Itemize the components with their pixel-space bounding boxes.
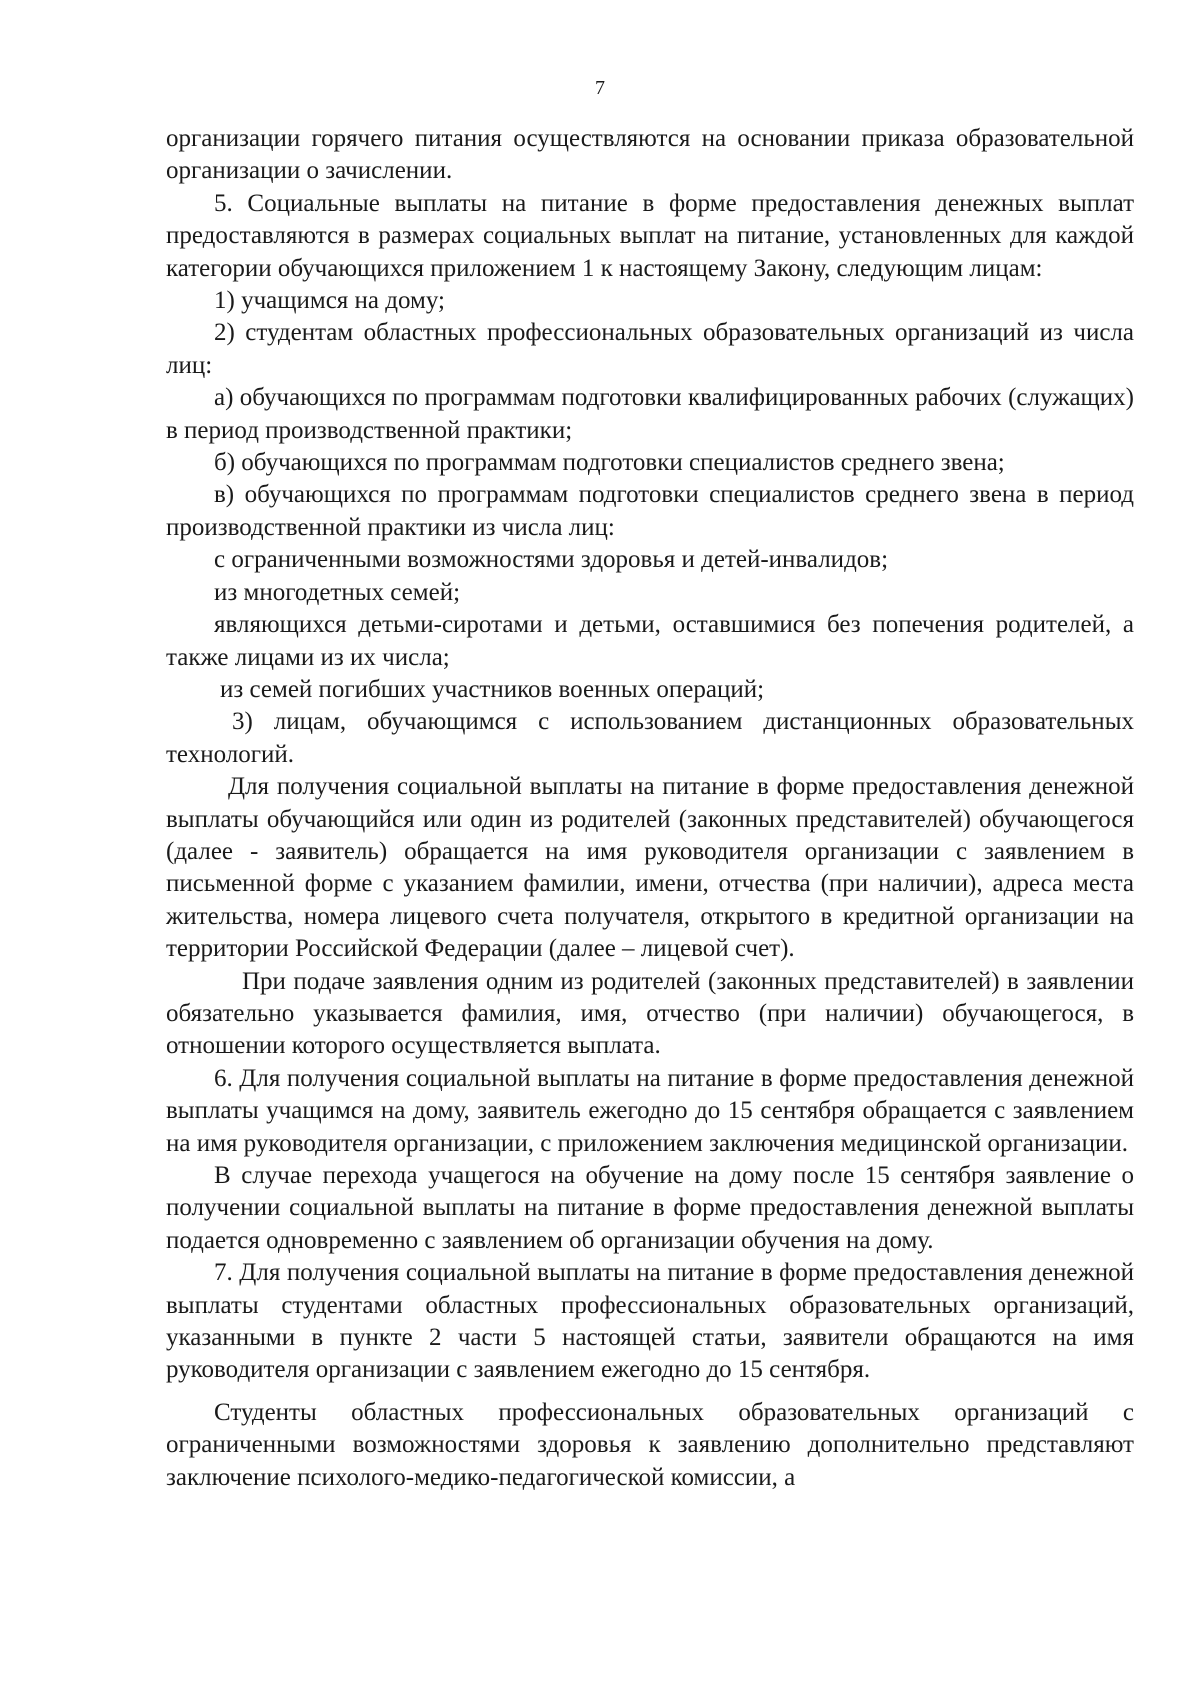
paragraph-8: с ограниченными возможностями здоровья и детей-инвалидов;: [214, 546, 889, 574]
paragraph-15: 6. Для получения социальной выплаты на питание в форме предоставления денежной выплаты учащимся на дому, заявитель ежегодно до 15 сентября обращается с заявлением на имя руководителя организации, с приложением заключения медицинской организации.: [166, 1064, 1134, 1157]
paragraph-6: б) обучающихся по программам подготовки специалистов среднего звена;: [214, 449, 1005, 477]
paragraph-18: Студенты областных профессиональных образовательных организаций с ограниченными возможностями здоровья к заявлению дополнительно представляют заключение психолого-медико-педагогической комиссии, а: [166, 1398, 1134, 1491]
paragraph-16: В случае перехода учащегося на обучение на дому после 15 сентября заявление о получении социальной выплаты на питание в форме предоставления денежной выплаты подается одновременно с заявлением об организации обучения на дому.: [166, 1162, 1134, 1254]
paragraph-11: из семей погибших участников военных операций;: [220, 675, 765, 703]
paragraph-10: являющихся детьми-сиротами и детьми, оставшимися без попечения родителей, а также лицами из их числа;: [166, 611, 1134, 671]
paragraph-14: При подаче заявления одним из родителей (законных представителей) в заявлении обязательно указывается фамилия, имя, отчество (при наличии) обучающегося, в отношении которого осуществляется выплата.: [166, 967, 1134, 1060]
paragraph-9: из многодетных семей;: [214, 578, 461, 606]
page-number: 7: [595, 77, 605, 99]
paragraph-7: в) обучающихся по программам подготовки специалистов среднего звена в период производственной практики из числа лиц:: [166, 481, 1134, 541]
paragraph-4: 2) студентам областных профессиональных образовательных организаций из числа лиц:: [166, 319, 1134, 379]
paragraph-3: 1) учащимся на дому;: [214, 287, 445, 315]
paragraph-17: 7. Для получения социальной выплаты на питание в форме предоставления денежной выплаты студентами областных профессиональных образовательных организаций, указанными в пункте 2 части 5 настоящей статьи, заявители обращаются на имя руководителя организации с заявлением ежегодно до 15 сентября.: [166, 1259, 1134, 1384]
paragraph-12: 3) лицам, обучающимся с использованием дистанционных образовательных технологий.: [166, 708, 1134, 768]
paragraph-2: 5. Социальные выплаты на питание в форме предоставления денежных выплат предоставляются в размерах социальных выплат на питание, установленных для каждой категории обучающихся приложением 1 к настоящему Закону, следующим лицам:: [166, 189, 1134, 282]
paragraph-5: а) обучающихся по программам подготовки квалифицированных рабочих (служащих) в период производственной практики;: [166, 384, 1134, 444]
paragraph-13: Для получения социальной выплаты на питание в форме предоставления денежной выплаты обучающийся или один из родителей (законных представителей) обучающегося (далее - заявитель) обращается на имя руководителя организации с заявлением в письменной форме с указанием фамилии, имени, отчества (при наличии), адреса места жительства, номера лицевого счета получателя, открытого в кредитной организации на территории Российской Федерации (далее – лицевой счет).: [166, 773, 1134, 963]
paragraph-1: организации горячего питания осуществляются на основании приказа образовательной организации о зачислении.: [166, 125, 1134, 185]
document-body: [166, 123, 1134, 1494]
